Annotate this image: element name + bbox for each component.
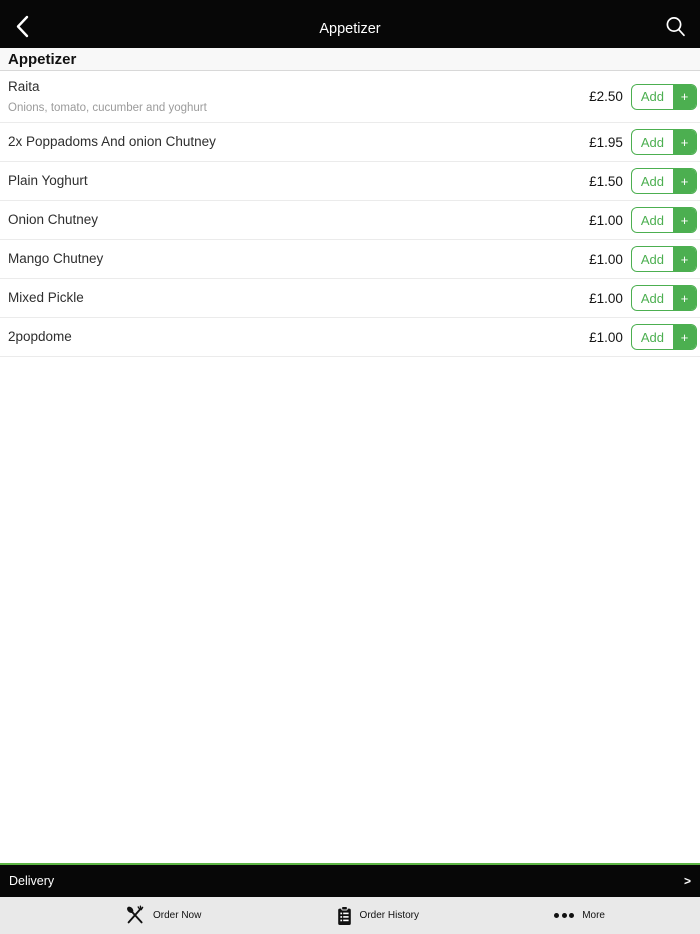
menu-item-price: £1.00	[589, 290, 623, 306]
back-button[interactable]	[14, 14, 31, 44]
clipboard-icon	[337, 906, 352, 926]
menu-item-price: £1.00	[589, 212, 623, 228]
section-header	[0, 48, 700, 71]
menu-item-right	[589, 285, 697, 311]
menu-item-right	[589, 207, 697, 233]
add-button[interactable]	[631, 207, 697, 233]
menu-item-row[interactable]	[0, 162, 700, 201]
add-button-label: Add	[640, 89, 664, 105]
chevron-left-icon	[14, 14, 31, 44]
navbar	[0, 0, 700, 48]
chevron-right-icon: >	[683, 874, 691, 888]
menu-item-name: Onion Chutney	[8, 212, 99, 228]
menu-item-row[interactable]	[0, 71, 700, 123]
menu-list	[0, 71, 700, 357]
add-plus-label: +	[680, 251, 689, 267]
add-plus-button[interactable]	[673, 325, 696, 349]
tab-label: More	[582, 910, 605, 921]
tab-more[interactable]	[554, 910, 605, 921]
add-button[interactable]	[631, 129, 697, 155]
tab-order-history[interactable]	[337, 906, 419, 926]
add-button[interactable]	[631, 168, 697, 194]
menu-item-price: £1.50	[589, 173, 623, 189]
add-button-label: Add	[640, 173, 664, 189]
menu-item-name: Raita	[8, 79, 40, 94]
menu-item-text	[8, 327, 589, 347]
add-button-label: Add	[640, 134, 664, 150]
menu-item-right	[589, 246, 697, 272]
search-button[interactable]	[664, 15, 686, 43]
add-button-label: Add	[640, 251, 664, 267]
add-plus-button[interactable]	[673, 130, 696, 154]
menu-item-right	[589, 129, 697, 155]
menu-item-price: £1.95	[589, 134, 623, 150]
add-button[interactable]	[631, 324, 697, 350]
crossed-utensils-icon	[125, 905, 145, 926]
add-button[interactable]	[631, 84, 697, 110]
menu-item-name: 2popdome	[8, 329, 72, 345]
add-plus-button[interactable]	[673, 169, 696, 193]
add-plus-button[interactable]	[673, 247, 696, 271]
menu-item-text	[8, 77, 589, 116]
menu-item-row[interactable]	[0, 123, 700, 162]
add-plus-button[interactable]	[673, 208, 696, 232]
menu-item-description: Onions, tomato, cucumber and yoghurt	[8, 102, 207, 115]
tab-order-now[interactable]	[125, 905, 201, 926]
menu-item-row[interactable]	[0, 279, 700, 318]
add-plus-label: +	[680, 329, 689, 345]
content-spacer	[0, 357, 700, 863]
menu-item-name: Mixed Pickle	[8, 290, 84, 306]
menu-item-price: £2.50	[589, 89, 623, 105]
section-title: Appetizer	[8, 50, 77, 68]
menu-item-text	[8, 288, 589, 308]
add-plus-label: +	[680, 173, 689, 189]
add-button[interactable]	[631, 246, 697, 272]
menu-item-row[interactable]	[0, 240, 700, 279]
menu-item-text	[8, 171, 589, 191]
menu-item-price: £1.00	[589, 251, 623, 267]
menu-item-text	[8, 132, 589, 152]
delivery-label: Delivery	[9, 874, 55, 888]
menu-item-name: Plain Yoghurt	[8, 173, 88, 189]
menu-item-name: Mango Chutney	[8, 251, 104, 267]
page-title: Appetizer	[319, 21, 381, 37]
add-button[interactable]	[631, 285, 697, 311]
add-plus-label: +	[680, 134, 689, 150]
menu-item-right	[589, 84, 697, 110]
add-plus-button[interactable]	[673, 286, 696, 310]
add-button-label: Add	[640, 290, 664, 306]
menu-item-price: £1.00	[589, 329, 623, 345]
add-plus-label: +	[680, 290, 689, 306]
search-icon	[664, 15, 686, 43]
delivery-bar[interactable]	[0, 863, 700, 897]
add-plus-button[interactable]	[673, 85, 696, 109]
menu-item-row[interactable]	[0, 318, 700, 357]
tab-label: Order History	[359, 910, 419, 921]
menu-item-right	[589, 324, 697, 350]
add-button-label: Add	[640, 212, 664, 228]
add-button-label: Add	[640, 329, 664, 345]
menu-item-text	[8, 249, 589, 269]
menu-item-right	[589, 168, 697, 194]
add-plus-label: +	[680, 89, 689, 105]
tab-label: Order Now	[153, 910, 202, 921]
menu-item-name: 2x Poppadoms And onion Chutney	[8, 134, 216, 150]
ellipsis-icon	[554, 913, 574, 918]
add-plus-label: +	[680, 212, 689, 228]
tabbar	[0, 897, 700, 934]
menu-item-row[interactable]	[0, 201, 700, 240]
menu-item-text	[8, 210, 589, 230]
